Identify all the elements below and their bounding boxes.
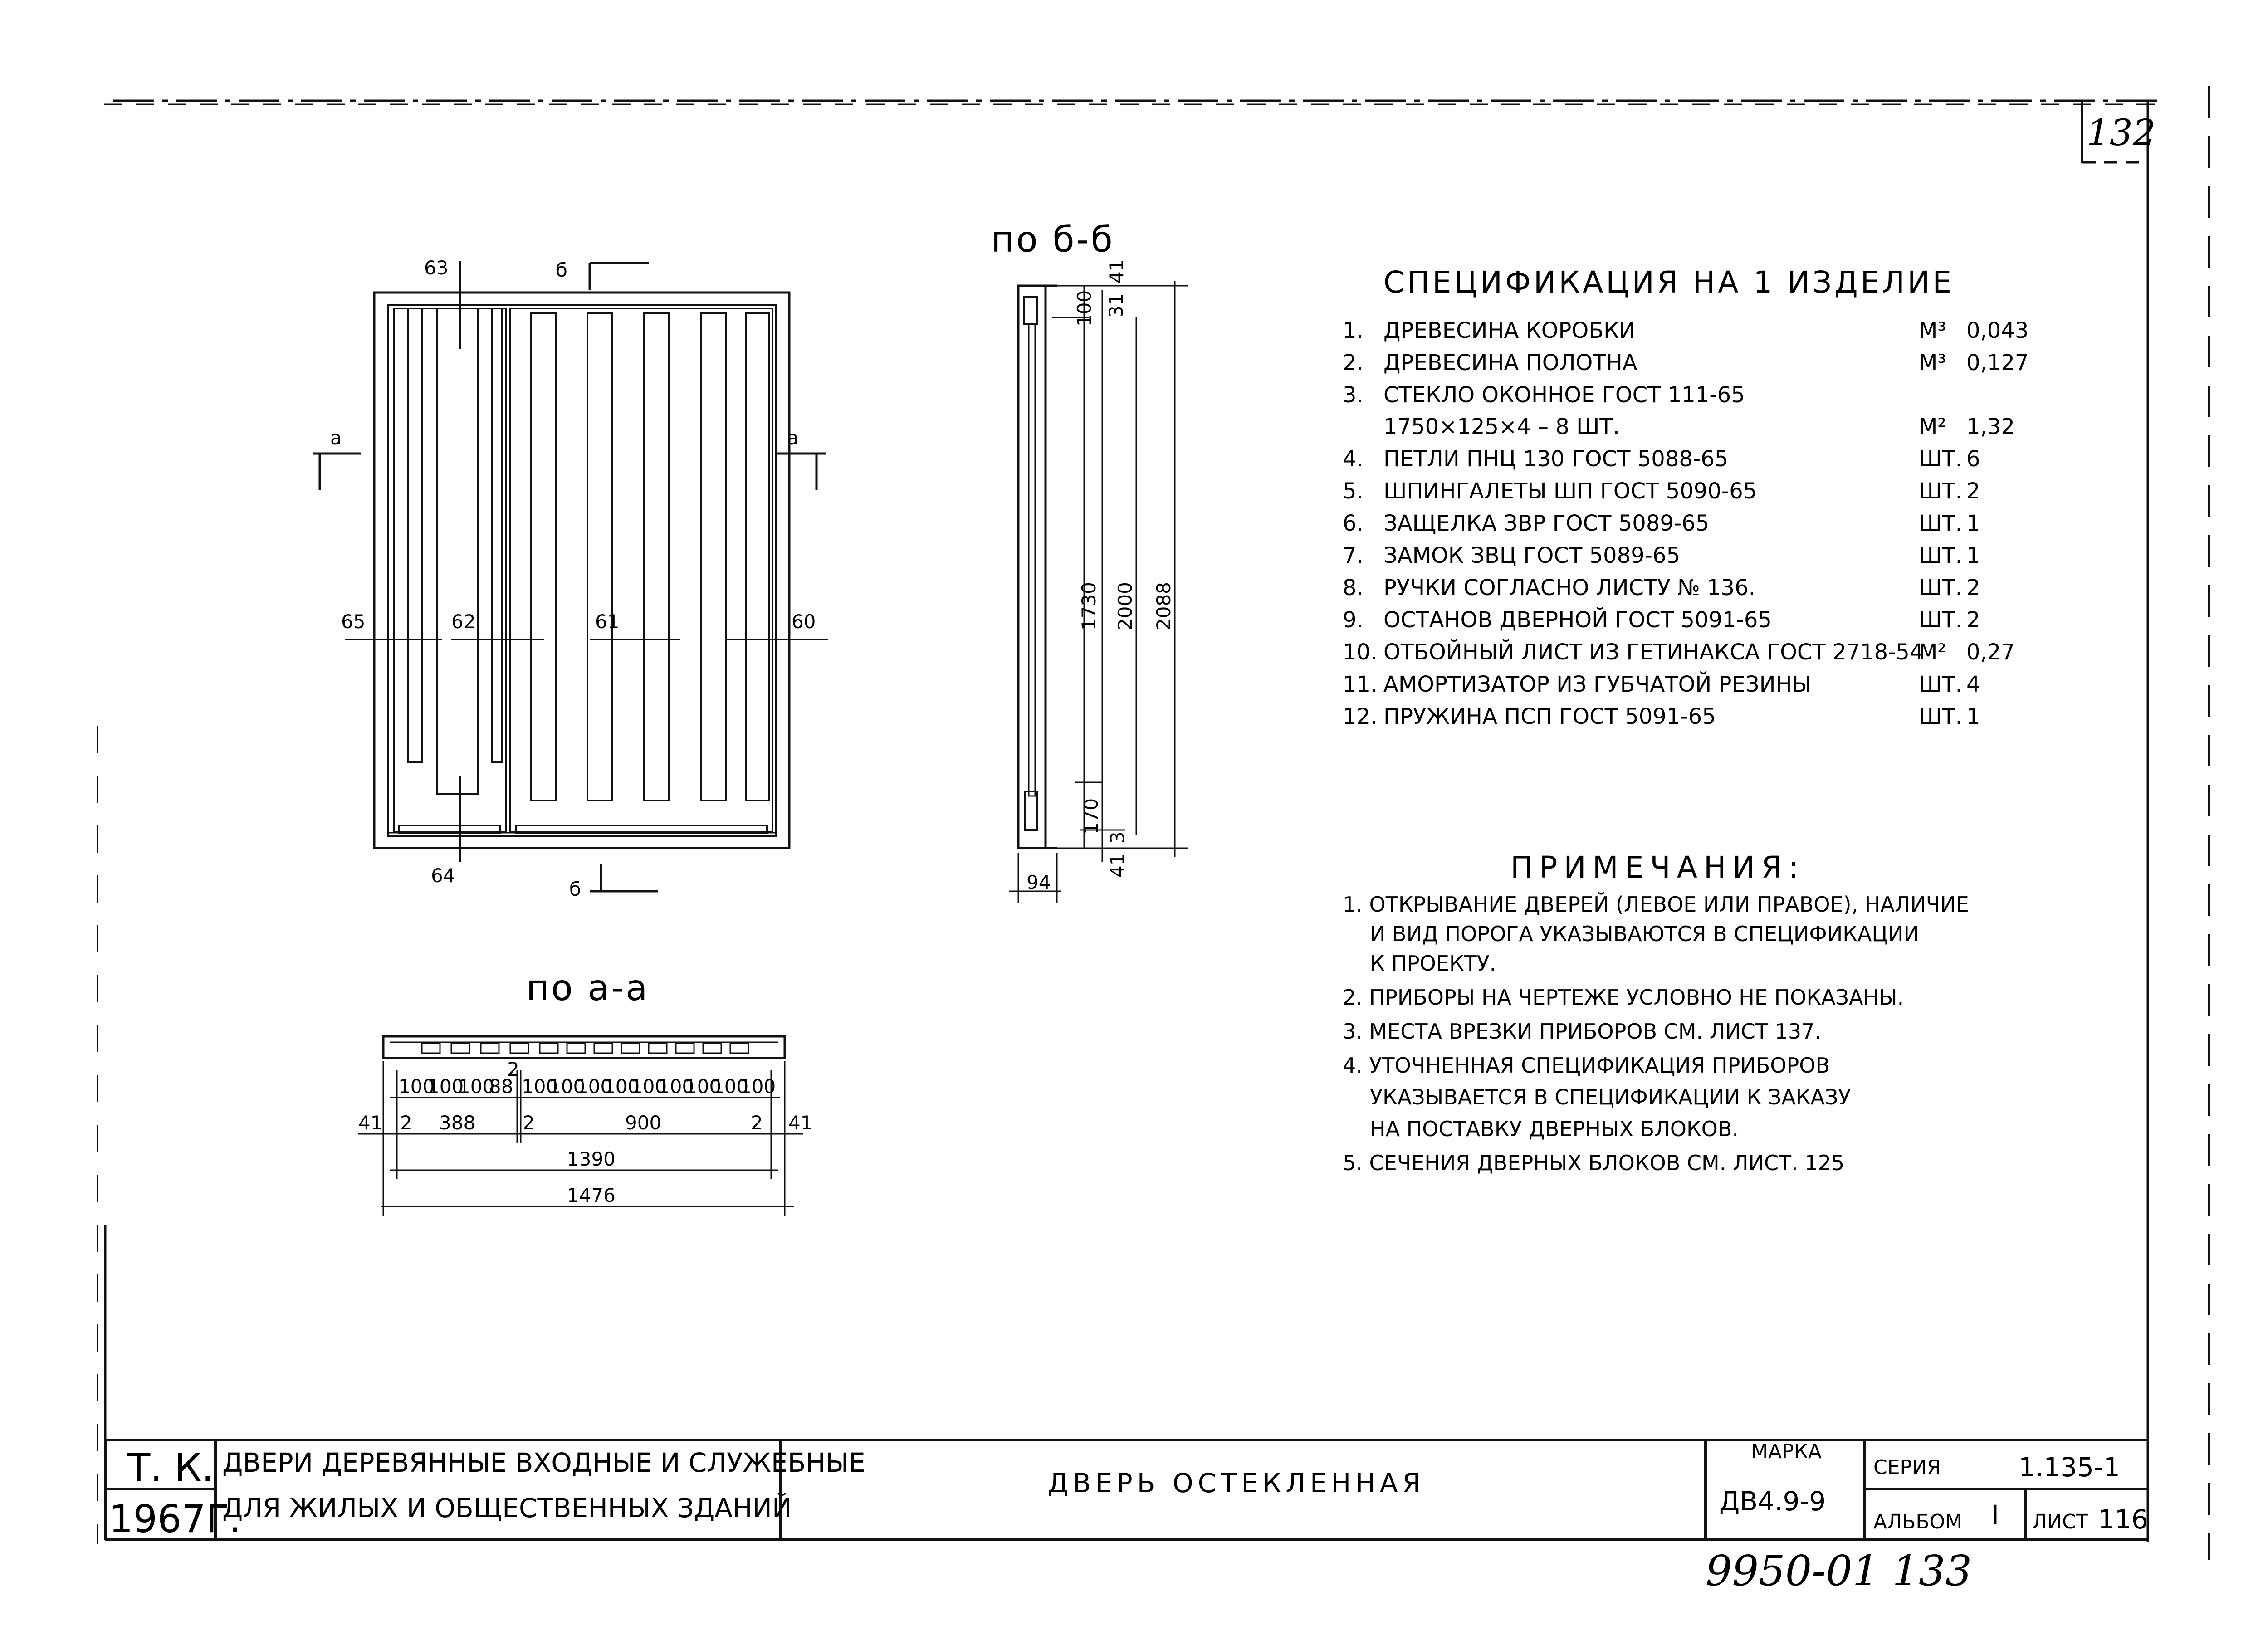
- spec-item-number: 1.: [1343, 318, 1364, 343]
- aa-dim-41-left: 41: [358, 1112, 383, 1134]
- spec-item-number: 11.: [1343, 672, 1378, 697]
- aa-dim-100: 100: [549, 1075, 586, 1098]
- bb-dim-2088: 2088: [1153, 582, 1175, 630]
- spec-item-unit: м²: [1919, 639, 1946, 665]
- spec-item-qty: 0,27: [1966, 639, 2015, 665]
- spec-item-qty: 0,127: [1966, 350, 2029, 376]
- spec-item-number: 5.: [1343, 478, 1364, 504]
- spec-item-name: Отбойный лист из гетинакса ГОСТ 2718-54: [1383, 639, 1924, 665]
- bb-dim-3: 3: [1106, 831, 1129, 844]
- note-line: 5. Сечения дверных блоков см. лист. 125: [1343, 1151, 1845, 1175]
- aa-dim-100: 100: [398, 1075, 435, 1098]
- aa-dim-100: 100: [522, 1075, 558, 1098]
- spec-row: [1343, 575, 1980, 600]
- spec-item-number: 8.: [1343, 575, 1364, 600]
- spec-item-number: 3.: [1343, 382, 1364, 408]
- section-bb-title: по б-б: [991, 220, 1114, 260]
- bb-dim-31: 31: [1105, 293, 1127, 317]
- spec-item-name: Амортизатор из губчатой резины: [1383, 672, 1811, 697]
- tb-desc-line1: Двери деревянные входные и служебные: [222, 1447, 865, 1478]
- bb-dim-41-bottom: 41: [1106, 853, 1129, 878]
- aa-dim-100: 100: [685, 1075, 722, 1098]
- note-line: и вид порога указываются в спецификации: [1370, 922, 1919, 946]
- notes-list: [1343, 892, 1969, 1175]
- spec-item-unit: шт.: [1919, 478, 1962, 504]
- spec-row: [1343, 639, 2015, 665]
- spec-row: [1343, 318, 2028, 343]
- aa-dim-chain-row2: [358, 1112, 812, 1134]
- spec-item-name: Древесина коробки: [1383, 318, 1636, 343]
- spec-item-unit: м²: [1919, 414, 1946, 439]
- spec-item-number: 4.: [1343, 446, 1364, 472]
- aa-dim-2-mid: 2: [523, 1112, 535, 1134]
- note-line: к проекту.: [1370, 951, 1496, 976]
- spec-item-name-line2: 1750×125×4 – 8 шт.: [1383, 414, 1620, 439]
- aa-dim-100: 100: [712, 1075, 749, 1098]
- spec-item-unit: шт.: [1919, 511, 1962, 536]
- tb-marka-label: марка: [1751, 1440, 1822, 1463]
- spec-item-qty: 2: [1966, 607, 1980, 633]
- spec-item-name: Шпингалеты ШП ГОСТ 5090-65: [1383, 478, 1757, 504]
- cut-b-top-label: б: [556, 259, 567, 281]
- spec-item-name: Защелка ЗВР ГОСТ 5089-65: [1383, 511, 1710, 536]
- spec-row: [1343, 671, 1980, 697]
- spec-item-name: Замок ЗВЦ ГОСТ 5089-65: [1383, 543, 1681, 568]
- tb-album-value: I: [1991, 1499, 1999, 1530]
- callout-61: 61: [595, 610, 620, 633]
- spec-item-unit: м³: [1919, 350, 1946, 376]
- spec-item-qty: 6: [1966, 446, 1980, 472]
- aa-dim-100: 100: [427, 1075, 464, 1098]
- bb-dim-1730: 1730: [1078, 582, 1100, 630]
- sheet-corner-number: 132: [2087, 112, 2156, 154]
- note-line: на поставку дверных блоков.: [1370, 1117, 1739, 1141]
- cut-a-left-label: а: [330, 427, 342, 449]
- tb-org-line1: Т. К.: [127, 1445, 214, 1490]
- aa-dim-100: 100: [631, 1075, 667, 1098]
- spec-item-unit: шт.: [1919, 575, 1962, 600]
- spec-item-number: 12.: [1343, 704, 1378, 729]
- spec-item-qty: 0,043: [1966, 318, 2029, 343]
- spec-item-qty: 1: [1966, 704, 1980, 729]
- note-line: указывается в спецификации к заказу: [1370, 1085, 1851, 1109]
- aa-dim-900: 900: [625, 1112, 662, 1134]
- note-line: 1. Открывание дверей (левое или правое), наличие: [1343, 892, 1969, 917]
- spec-item-number: 6.: [1343, 511, 1364, 536]
- spec-item-name: Пружина ПСП ГОСТ 5091-65: [1383, 704, 1716, 729]
- spec-item-name: Останов дверной ГОСТ 5091-65: [1383, 607, 1772, 633]
- spec-row: [1343, 607, 1980, 633]
- tb-series-label: Серия: [1873, 1456, 1941, 1479]
- spec-item-unit: шт.: [1919, 672, 1962, 697]
- spec-item-number: 7.: [1343, 543, 1364, 568]
- spec-row: [1343, 350, 2028, 376]
- spec-item-number: 9.: [1343, 607, 1364, 633]
- note-line: 4. Уточненная спецификация приборов: [1343, 1053, 1830, 1078]
- spec-item-name: Стекло оконное ГОСТ 111-65: [1383, 382, 1745, 408]
- spec-row: [1343, 704, 1980, 729]
- aa-dim-100: 100: [739, 1075, 776, 1098]
- spec-item-unit: шт.: [1919, 446, 1962, 472]
- tb-album-label: Альбом: [1873, 1510, 1963, 1533]
- tb-marka-value: ДВ4.9-9: [1719, 1486, 1826, 1517]
- spec-item-unit: шт.: [1919, 704, 1962, 729]
- tb-product-name: Дверь остекленная: [1048, 1468, 1425, 1499]
- sheet-frame: [98, 86, 2209, 1560]
- cut-b-bottom-label: б: [569, 878, 581, 900]
- specification-table: [1343, 318, 2028, 729]
- spec-item-qty: 2: [1966, 575, 1980, 600]
- aa-dim-388: 388: [439, 1112, 476, 1134]
- spec-item-qty: 2: [1966, 478, 1980, 504]
- spec-row: [1343, 543, 1980, 568]
- spec-row: [1343, 478, 1980, 504]
- spec-item-unit: м³: [1919, 318, 1946, 343]
- spec-item-unit: шт.: [1919, 543, 1962, 568]
- tb-org-line2: 1967г.: [109, 1497, 241, 1541]
- bb-dim-100: 100: [1073, 290, 1095, 327]
- cut-a-right-label: а: [787, 427, 799, 449]
- callout-60: 60: [792, 610, 816, 633]
- spec-item-qty: 1,32: [1966, 414, 2015, 439]
- tb-series-value: 1.135-1: [2019, 1452, 2120, 1483]
- aa-dim-41-right: 41: [788, 1112, 813, 1134]
- callout-62: 62: [451, 610, 476, 633]
- aa-dim-100: 100: [576, 1075, 613, 1098]
- callout-65: 65: [341, 610, 366, 633]
- bb-dim-170: 170: [1080, 798, 1102, 835]
- specification-title: Спецификация на 1 изделие: [1383, 265, 1955, 300]
- aa-dim-88: 88: [489, 1075, 513, 1098]
- spec-item-name: Петли ПНЦ 130 ГОСТ 5088-65: [1383, 446, 1729, 472]
- spec-item-name: Ручки согласно листу № 136.: [1383, 575, 1755, 600]
- aa-dim-100: 100: [658, 1075, 694, 1098]
- spec-row: [1343, 382, 2015, 439]
- aa-dim-100: 100: [603, 1075, 640, 1098]
- note-line: 3. Места врезки приборов см. лист 137.: [1343, 1019, 1822, 1044]
- tb-sheet-label: Лист: [2032, 1510, 2088, 1533]
- note-line: 2. Приборы на чертеже условно не показаны.: [1343, 985, 1904, 1010]
- callout-63: 63: [424, 257, 449, 279]
- bb-dim-94: 94: [1026, 871, 1051, 893]
- spec-item-qty: 1: [1966, 511, 1980, 536]
- archive-number: 9950-01 133: [1706, 1547, 1972, 1595]
- notes-title: Примечания:: [1510, 850, 1805, 885]
- spec-item-name: Древесина полотна: [1383, 350, 1637, 376]
- aa-dim-2-right: 2: [751, 1112, 763, 1134]
- spec-row: [1343, 446, 1980, 472]
- aa-dim-2-left: 2: [400, 1112, 412, 1134]
- aa-dim-chain-row1: [398, 1058, 776, 1098]
- aa-dim-1476: 1476: [567, 1184, 616, 1206]
- tb-desc-line2: для жилых и общественных зданий: [222, 1493, 792, 1523]
- door-front-view: [313, 261, 828, 891]
- section-aa-title: по а-а: [526, 968, 650, 1009]
- aa-dim-2-top: 2: [507, 1058, 519, 1080]
- spec-item-qty: 4: [1966, 672, 1980, 697]
- spec-item-number: 10.: [1343, 639, 1378, 665]
- spec-item-number: 2.: [1343, 350, 1364, 376]
- tb-sheet-value: 116: [2098, 1504, 2148, 1535]
- callout-64: 64: [431, 864, 455, 887]
- spec-item-qty: 1: [1966, 543, 1980, 568]
- bb-dim-2000: 2000: [1114, 582, 1136, 630]
- aa-dim-1390: 1390: [567, 1148, 616, 1170]
- bb-dim-41-top: 41: [1105, 259, 1128, 283]
- spec-item-unit: шт.: [1919, 607, 1962, 633]
- spec-row: [1343, 511, 1980, 536]
- aa-dim-100: 100: [458, 1075, 495, 1098]
